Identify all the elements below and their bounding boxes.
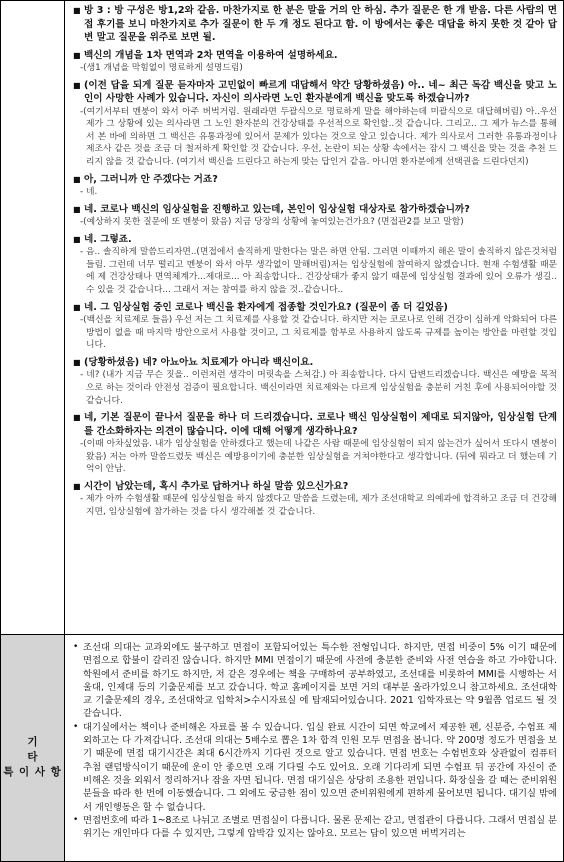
question-text: (당황하셨음) 네? 아뇨아뇨 치료제가 아니라 백신이요. (84, 356, 314, 368)
question-text: 네, 기본 질문이 끝나서 질문을 하나 더 드리겠습니다. 코로나 백신 임상실험이 제대로 되지않아, 임상실험 단계를 간소화하자는 의견이 많습니다. 이에 대해 어떻게 생각하나요? (84, 412, 557, 437)
square-bullet-icon: ■ (73, 204, 81, 214)
question-text: 아, 그러니까 안 주겠다는 거죠? (84, 173, 218, 185)
square-bullet-icon: ■ (73, 357, 81, 367)
qa-item (73, 233, 557, 297)
question-text: 시간이 남았는데, 혹시 추가로 답하거나 하실 말씀 있으신가요? (84, 480, 349, 492)
qa-item (73, 480, 557, 519)
qa-item (73, 301, 557, 352)
square-bullet-icon: ■ (73, 174, 81, 184)
question-line (73, 203, 557, 217)
qa-item (73, 49, 557, 75)
square-bullet-icon: ■ (73, 234, 81, 244)
note-item (73, 721, 557, 814)
question-line (73, 301, 557, 315)
question-text: 백신의 개념을 1차 면역과 2차 면역을 이용하여 설명하세요. (84, 49, 338, 61)
square-bullet-icon: ■ (73, 302, 81, 312)
notes-label (1, 735, 64, 780)
qa-item (73, 356, 557, 407)
qa-item (73, 4, 557, 45)
answer-text: -(여기서부터 멘붕이 와서 아주 버벅거림. 원래라면 두괄식으로 명료하게 말을 해야하는데 미괄식으로 대답해버림) 아..우선 제가 그 상황에 있는 의사라면 그 노인 환자분의 건강상태를 우선적으로 확인할..것 같습니다. 그리고.. 그 제가 뉴스를 통해서 본 바에 의하면 그 백신은 유통과정에 있어서 문제가 있다는 것으로 알고 있습니다. 제가 의사로서 그러한 유통과정이나 제조사 같은 것을 조금 더 철저하게 확인할 것 같습니다. 우선, 논란이 되는 상황 속에서는 잠시 그 백신을 맞는 것을 추천 드리지 않을 것 같습니다. (여기서 백신을 드린다고 하는게 맞는 답인거 같음. 아니면 환자분에게 선택권을 드린다던지) (80, 106, 557, 167)
square-bullet-icon: ■ (73, 481, 81, 491)
note-text: 면접번호에 따라 1~8조로 나뉘고 조별로 면접실이 다릅니다. 물론 문제는 같고, 면접관이 다릅니다. 그래서 면접실 분위기는 개인마다 다를 수 있지만, 그렇게 압박감 있지는 않아요. 모르는 답이 있으면 버벅거리는 (83, 814, 557, 840)
dot-bullet-icon: • (73, 814, 79, 825)
notes-label-line1: 기 타 (27, 736, 56, 763)
square-bullet-icon: ■ (73, 413, 81, 423)
answer-text: - 네. (80, 187, 98, 198)
qa-item (73, 203, 557, 229)
square-bullet-icon: ■ (73, 80, 81, 90)
notes-label-cell (1, 635, 65, 861)
notes-section (1, 634, 563, 861)
question-text: 네. 그 임상실험 중인 코로나 백신을 환자에게 접종할 것인가요? (질문이 좀 더 길었음) (84, 301, 448, 313)
interview-qa-list (65, 1, 563, 519)
question-line (73, 480, 557, 494)
question-text: 네. 코로나 백신의 임상실험을 진행하고 있는데, 본인이 임상실험 대상자로 참가하겠습니까? (84, 203, 470, 215)
answer-text: - 네? (내가 지금 무슨 짓을.. 이런저런 생각이 머릿속을 스쳐감.) 아 죄송합니다. 다시 답변드리겠습니다. 백신은 예방을 목적으로 하는 것이라 안전성 검증이 필요합니다. 백신이라면 치료제와는 다르게 임상실험을 충분히 거친 후에 사용되어야할 것 같습니다. (80, 370, 557, 406)
question-line (73, 49, 557, 63)
note-item (73, 641, 557, 721)
question-text: (이전 답을 되게 질문 듣자마자 고민없이 빠르게 대답해서 약간 당황하셨음) 아.. 네~ 최근 독감 백신을 맞고 노인이 사망한 사례가 있습니다. 자신이 의사라면 노인 환자분에게 백신을 맞도록 하겠습니까? (84, 79, 557, 105)
dot-bullet-icon: • (73, 642, 79, 652)
interview-section (1, 1, 563, 634)
answer-text: -(예상하지 못한 질문에 또 멘붕이 왔음) 지금 당장의 상황에 놓여있는건가요? (면접관2를 보고 말함) (80, 217, 464, 228)
note-text: 조선대 의대는 교과외에도 불구하고 면접이 포함되어있는 특수한 전형입니다. 하지만, 면접 비중이 5% 이기 때문에 면접으로 합불이 갈리진 않습니다. 하지만 MMI 면접이기 때문에 사전에 충분한 준비와 사전 연습을 하고 가야합니다. 학원에서 준비를 하기도 하지만, 저 같은 경우에는 책을 구매하여 공부하였고, 조선대를 비롯하여 MMI를 시행하는 서울대, 인제대 등의 기출문제를 보고 갔습니다. 학교 홈페이지를 보면 거의 대부분 올라가있으니 참고하세요. 조선대학교 기출문제의 경우, 조선대학교 입학처>수시자료실 에 탑재되어있습니다. 2021 입학자료는 약 9월쯤 업로드 될 것 같습니다. (83, 642, 557, 720)
answer-text: - 제가 아까 수험생활 때문에 임상실험을 하지 않겠다고 말씀을 드렸는데, 제가 조선대학교 의예과에 합격하고 조금 더 건강해지면, 임상실험에 참가하는 것을 다시 생각해볼 것 같습니다. (80, 494, 557, 518)
interview-content-cell (65, 1, 563, 634)
qa-item (73, 79, 557, 169)
square-bullet-icon: ■ (73, 6, 81, 15)
question-line (73, 79, 557, 106)
notes-content-cell (65, 635, 563, 861)
square-bullet-icon: ■ (73, 50, 81, 60)
interview-label-cell (1, 1, 65, 634)
notes-label-line2: 특 이 사 항 (3, 766, 62, 778)
answer-text: -(이때 아차싶었음. 내가 임상실험을 안하겠다고 했는데 나같은 사람 때문에 임상실험이 되지 않는건가 싶어서 또다시 멘붕이 왔음) 저는 아까 말씀드렸듯 백신은 예방용이기에 충분한 임상실험을 거쳐야한다고 생각합니다. (뒤에 뭐라고 더 했는데 기억이 안남. (80, 439, 557, 475)
question-text: 네. 그렇죠. (84, 233, 132, 245)
note-text: 대기실에서는 책이나 준비해온 자료를 볼 수 있습니다. 입실 완료 시간이 되면 학교에서 제공한 펜, 신분증, 수험표 제외하고는 다 가져갑니다. 조선대 의대는 5배수로 뽑은 1차 합격 인원 모두 면접을 봅니다. 약 200명 정도가 면접을 보기 때문에 면접 대기시간은 최대 6시간까지 기다린 것으로 알고 있습니다. 면접 번호는 수험번호와 상관없이 컴퓨터 추첨 랜덤방식이기 때문에 운이 안 좋으면 오래 기다릴 수도 있어요. 오래 기다리게 되면 수험표 뒤 공간에 자신이 준비해온 것을 외워서 정리하거나 잠을 자면 됩니다. 면접 대기실은 상당히 조용한 편입니다. 화장실을 갈 때는 준비위원 분들을 따라 한 번에 이동했습니다. 그 외에도 궁금한 점이 있으면 준비위원에게 편하게 물어보면 됩니다. 대기실 밖에서 개인행동은 할 수 없습니다. (83, 721, 557, 813)
note-item (73, 814, 557, 841)
question-line (73, 173, 557, 187)
answer-text: -(생1 개념을 막힘없이 명료하게 설명드림) (80, 63, 243, 73)
dot-bullet-icon: • (73, 721, 79, 732)
question-text: 방 3 : 방 구성은 방1,2와 같음. 마찬가지로 한 분은 말을 거의 안 하심. 추가 질문은 한 개 받음. 다른 사람의 면접 후기를 보니 마찬가지로 추가 질문이 한 두 개 정도 된다고 함. 이 방에서는 좋은 대답을 하지 못한 것 같아 답변 말고 질문을 위주로 보면 될. (84, 5, 557, 43)
question-line (73, 233, 557, 247)
qa-item (73, 173, 557, 199)
answer-text: -(백신을 치료제로 들음) 우선 저는 그 치료제를 사용할 것 같습니다. 하지만 저는 코로나로 인해 건강이 심하게 악화되어 다른 방법이 없을 때 마지막 방안으로서 사용할 것이고, 그 치료제를 함부로 사용하지 않도록 규제를 높이는 방안을 마련할 것입니다. (80, 315, 557, 351)
question-line (73, 411, 557, 438)
answer-text: - 음.. 솔직하게 말씀드리자면..(면접에서 솔직하게 말한다는 말은 하면 안됨. 그러면 이때까지 해온 말이 솔직하지 않은것처럼 들림. 그런데 너무 떨리고 멘붕이 와서 아무 생각없이 말해버림)저는 임상실험에 참여하지 않겠습니다. 현재 수험생활 때문에 제 건강상태나 면역체계가...제대로... 아 죄송합니다.. 건강상태가 좋지 않기 때문에 임상실험 결과에 있어 오류가 생길.. 수 있을 것 같습니다... 그래서 저는 참여를 하지 않을 것..같습니다.. (80, 247, 557, 296)
question-line (73, 4, 557, 45)
notes-list (65, 635, 563, 840)
question-line (73, 356, 557, 370)
qa-item (73, 411, 557, 476)
